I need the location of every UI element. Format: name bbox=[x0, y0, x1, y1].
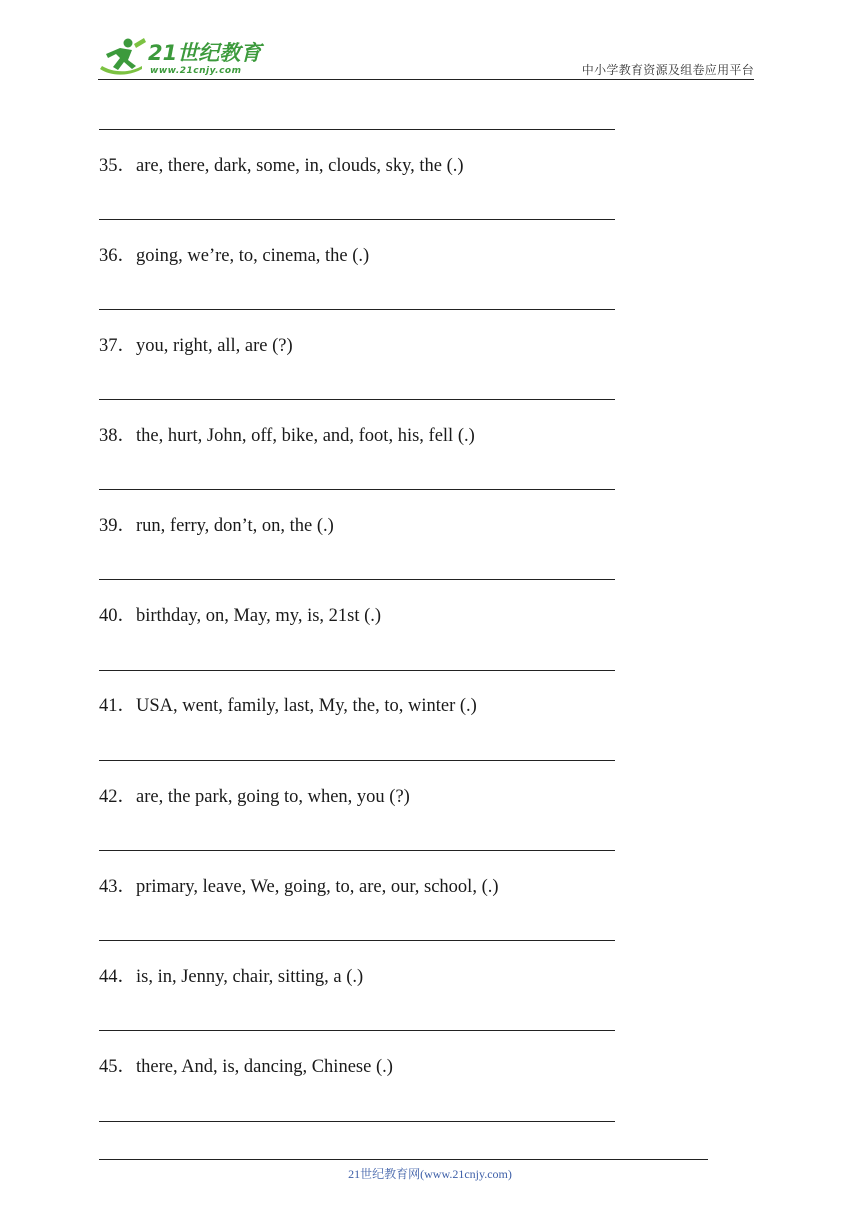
question-40: 40．birthday, on, May, my, is, 21st (.) bbox=[99, 606, 382, 626]
question-42: 42．are, the park, going to, when, you (?) bbox=[99, 787, 410, 807]
answer-line bbox=[99, 1030, 615, 1031]
question-36: 36．going, we’re, to, cinema, the (.) bbox=[99, 246, 370, 266]
answer-line bbox=[99, 309, 615, 310]
answer-line bbox=[99, 1121, 615, 1122]
answer-line bbox=[99, 670, 615, 671]
answer-line bbox=[99, 399, 615, 400]
question-38: 38．the, hurt, John, off, bike, and, foot, his, fell (.) bbox=[99, 426, 475, 446]
question-35: 35．are, there, dark, some, in, clouds, sky, the (.) bbox=[99, 156, 464, 176]
question-43: 43．primary, leave, We, going, to, are, our, school, (.) bbox=[99, 877, 499, 897]
platform-title: 中小学教育资源及组卷应用平台 bbox=[581, 63, 754, 77]
footer-divider bbox=[99, 1159, 708, 1160]
answer-line bbox=[99, 850, 615, 851]
page-header bbox=[98, 30, 754, 80]
question-39: 39．run, ferry, don’t, on, the (.) bbox=[99, 516, 334, 536]
answer-line bbox=[99, 219, 615, 220]
question-37: 37．you, right, all, are (?) bbox=[99, 336, 293, 356]
question-44: 44．is, in, Jenny, chair, sitting, a (.) bbox=[99, 967, 364, 987]
question-45: 45．there, And, is, dancing, Chinese (.) bbox=[99, 1057, 393, 1077]
answer-line bbox=[99, 579, 615, 580]
question-41: 41．USA, went, family, last, My, the, to, winter (.) bbox=[99, 696, 477, 716]
answer-line bbox=[99, 940, 615, 941]
logo-title: 21世纪教育 bbox=[148, 41, 262, 65]
site-logo bbox=[98, 36, 268, 78]
runner-icon bbox=[100, 38, 146, 75]
header-divider bbox=[98, 79, 754, 80]
logo-url: www.21cnjy.com bbox=[150, 66, 242, 76]
footer-site-link[interactable]: 21世纪教育网(www.21cnjy.com) bbox=[348, 1167, 512, 1181]
answer-line bbox=[99, 129, 615, 130]
answer-line bbox=[99, 760, 615, 761]
answer-line bbox=[99, 489, 615, 490]
